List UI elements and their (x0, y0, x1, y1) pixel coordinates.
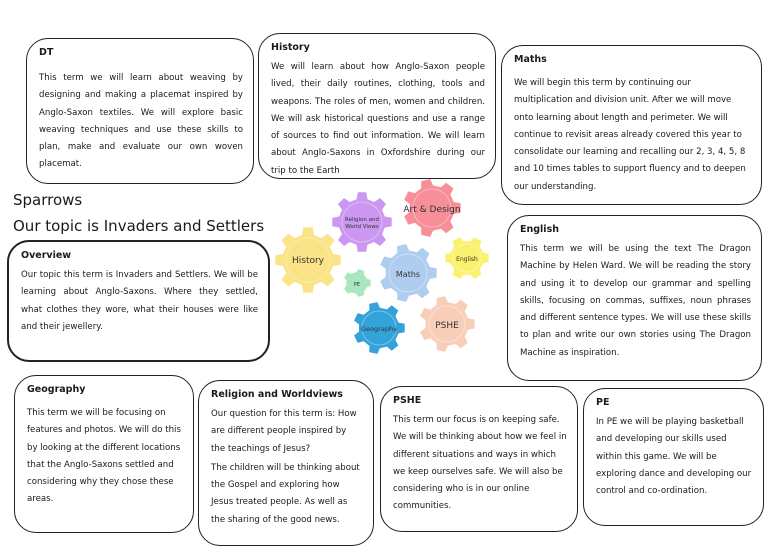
pe-gear-label: PE (353, 282, 361, 288)
maths-gear-label: Maths (395, 270, 421, 279)
pe-title: PE (596, 397, 610, 408)
pshe-gear-label: PSHE (435, 321, 459, 331)
history-gear-label: History (291, 256, 325, 266)
pshe-gear (420, 296, 475, 352)
religion-text-2: The children will be thinking about the Gospel and exploring how Jesus treated people. As well as the sharing of the good news. (211, 462, 360, 525)
history-gear (275, 227, 340, 292)
subject-gears (260, 170, 510, 365)
overview-title: Overview (21, 250, 72, 261)
religion-gear-label-2: World Views (345, 224, 379, 230)
english-box (507, 215, 762, 381)
overview-text: Our topic this term is Invaders and Settlers. We will be learning about Anglo-Saxons. Where they settled, what clothes they wore, what their houses were like and their jewellery. (21, 270, 258, 332)
pshe-box (380, 386, 578, 532)
pe-gear (344, 269, 371, 297)
geography-title: Geography (27, 384, 86, 395)
religion-gear-label-1: Religion and (345, 217, 379, 223)
english-gear-label: English (456, 256, 478, 263)
english-title: English (520, 224, 559, 235)
maths-box (501, 45, 762, 205)
religion-text-1: Our question for this term is: How are different people inspired by the teachings of Jesus? (211, 409, 357, 454)
religion-gear (332, 192, 391, 251)
art-gear (403, 179, 460, 237)
geography-text: This term we will be focusing on features and photos. We will do this by looking at the different locations that the Anglo-Saxons settled and considering why they chose these areas. (27, 408, 181, 505)
history-text: We will learn about how Anglo-Saxon people lived, their daily routines, clothing, tools and weapons. The roles of men, women and children. We will ask historical questions and use a range of sources to find out information. We will learn about Anglo-Saxons in Oxfordshire during our trip to the Earth (271, 62, 485, 176)
geography-box (14, 375, 194, 533)
maths-text: We will begin this term by continuing our multiplication and division unit. After we will move onto learning about length and perimeter. We will continue to revisit areas already covered this year to consolidate our learning and recalling our 2, 3, 4, 5, 8 and 10 times tables to support fluency and to deepen our understanding. (514, 78, 746, 192)
art-gear-label: Art & Design (403, 205, 461, 215)
pshe-title: PSHE (393, 395, 422, 406)
pe-text: In PE we will be playing basketball and developing our skills used within this game. We will be exploring dance and developing our control and co-ordination. (596, 417, 752, 497)
english-gear (445, 237, 488, 279)
class-name: Sparrows (13, 191, 83, 209)
pshe-text: This term our focus is on keeping safe. We will be thinking about how we feel in different situations and ways in which we keep ourselves safe. We will also be considering who is in our online communities. (393, 415, 567, 512)
history-title: History (271, 42, 310, 53)
religion-title: Religion and Worldviews (211, 389, 343, 400)
religion-box (198, 380, 374, 546)
dt-title: DT (39, 47, 54, 58)
topic-heading: Our topic is Invaders and Settlers (13, 217, 265, 235)
geography-gear-label: Geography (361, 325, 397, 333)
pe-box (583, 388, 764, 526)
dt-text: This term we will learn about weaving by designing and making a placemat inspired by Anglo-Saxon textiles. We will explore basic weaving techniques and use these skills to plan, make and evaluate our own woven placemat. (39, 73, 243, 170)
dt-box (26, 38, 254, 184)
history-box (258, 33, 496, 179)
maths-gear (380, 244, 436, 302)
geography-gear (354, 302, 405, 354)
overview-box (7, 240, 270, 362)
maths-title: Maths (514, 54, 547, 65)
english-text: This term we will be using the text The Dragon Machine by Helen Ward. We will be reading the story and using it to develop our grammar and spelling skills, focusing on commas, suffixes, noun phrases and different sentence types. We will use these skills to plan and write our own stories using The Dragon Machine as inspiration. (520, 244, 751, 358)
